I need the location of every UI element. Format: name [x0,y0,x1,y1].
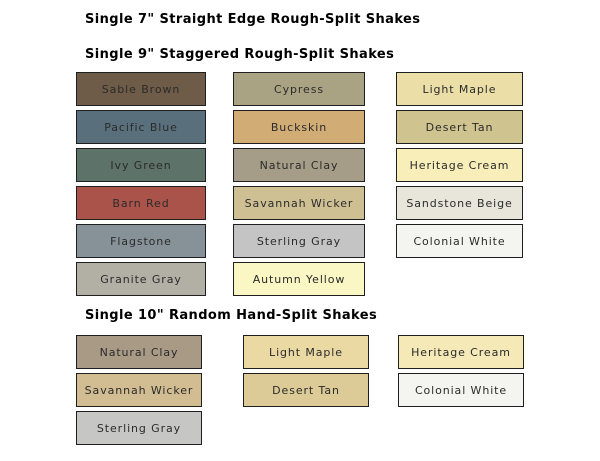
swatch-label: Sandstone Beige [406,196,513,210]
color-swatch-colonial-white [398,373,524,407]
color-swatch-heritage-cream [396,148,523,182]
swatch-column [396,72,523,262]
swatch-label: Desert Tan [425,120,494,134]
color-swatch-natural-clay [233,148,365,182]
swatch-label: Colonial White [414,383,508,397]
color-swatch-sable-brown [76,72,206,106]
swatch-label: Sterling Gray [96,421,182,435]
color-swatch-pacific-blue [76,110,206,144]
color-swatch-light-maple [396,72,523,106]
swatch-label: Natural Clay [259,158,339,172]
swatch-label: Cypress [274,82,324,96]
swatch-label: Colonial White [413,234,506,248]
swatch-label: Flagstone [110,234,172,248]
swatch-label: Heritage Cream [411,345,511,359]
color-swatch-heritage-cream [398,335,524,369]
swatch-label: Natural Clay [99,345,179,359]
swatch-label: Desert Tan [272,383,340,397]
color-swatch-desert-tan [243,373,369,407]
color-swatch-colonial-white [396,224,523,258]
swatch-label: Ivy Green [110,158,172,172]
color-swatch-ivy-green [76,148,206,182]
section-heading-single-10in-random: Single 10" Random Hand-Split Shakes [85,308,378,323]
swatch-label: Heritage Cream [409,158,510,172]
color-swatch-desert-tan [396,110,523,144]
color-swatch-natural-clay [76,335,202,369]
color-swatch-barn-red [76,186,206,220]
swatch-label: Savannah Wicker [84,383,194,397]
section-heading-single-7in-straight-edge: Single 7" Straight Edge Rough-Split Shakes [85,12,421,27]
color-swatch-buckskin [233,110,365,144]
swatch-label: Sable Brown [101,82,181,96]
swatch-column [243,335,369,411]
section-heading-single-9in-staggered: Single 9" Staggered Rough-Split Shakes [85,47,395,62]
color-swatch-savannah-wicker [233,186,365,220]
swatch-label: Savannah Wicker [244,196,354,210]
swatch-column [76,335,202,449]
swatch-column [398,335,524,411]
color-swatch-sterling-gray [233,224,365,258]
swatch-label: Buckskin [270,120,328,134]
swatch-label: Light Maple [422,82,497,96]
swatch-column [76,72,206,300]
color-swatch-savannah-wicker [76,373,202,407]
color-swatch-autumn-yellow [233,262,365,296]
color-swatch-sterling-gray [76,411,202,445]
color-swatch-cypress [233,72,365,106]
color-swatch-flagstone [76,224,206,258]
color-swatch-light-maple [243,335,369,369]
color-swatch-sandstone-beige [396,186,523,220]
swatch-label: Sterling Gray [256,234,342,248]
swatch-label: Barn Red [112,196,170,210]
color-swatch-granite-gray [76,262,206,296]
swatch-label: Granite Gray [100,272,182,286]
swatch-label: Pacific Blue [104,120,178,134]
swatch-label: Light Maple [269,345,343,359]
swatch-column [233,72,365,300]
swatch-label: Autumn Yellow [252,272,346,286]
